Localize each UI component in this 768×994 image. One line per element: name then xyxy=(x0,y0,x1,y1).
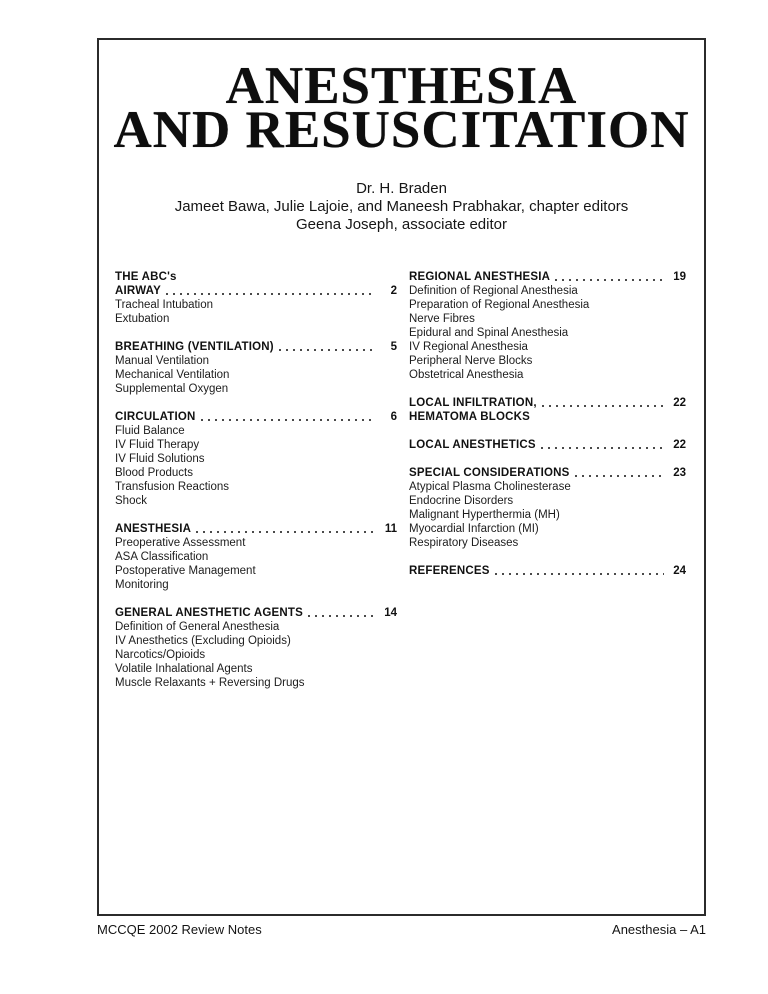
footer xyxy=(97,922,706,937)
toc-heading: SPECIAL CONSIDERATIONS xyxy=(409,467,570,479)
toc-subitem: Blood Products xyxy=(115,467,193,479)
toc-subitem: IV Anesthetics (Excluding Opioids) xyxy=(115,635,291,647)
toc-subitem: Shock xyxy=(115,495,147,507)
title-line-2: AND RESUSCITATION xyxy=(113,101,690,159)
toc-page-number: 6 xyxy=(390,411,397,423)
toc-subitem: IV Fluid Solutions xyxy=(115,453,205,465)
title-line-1: ANESTHESIA xyxy=(225,57,578,115)
toc-subitem: Definition of General Anesthesia xyxy=(115,621,280,633)
toc-heading: CIRCULATION xyxy=(115,411,196,423)
toc-subitem: Tracheal Intubation xyxy=(115,299,214,311)
toc-subitem: Respiratory Diseases xyxy=(409,537,519,549)
toc-group xyxy=(115,340,397,396)
footer-left-text: MCCQE 2002 Review Notes xyxy=(97,922,262,937)
toc-entry xyxy=(115,270,397,284)
toc-subitem: Preoperative Assessment xyxy=(115,537,246,549)
toc-heading: REGIONAL ANESTHESIA xyxy=(409,271,551,283)
toc-heading: BREATHING (VENTILATION) xyxy=(115,341,274,353)
toc-subitem: Volatile Inhalational Agents xyxy=(115,663,253,675)
toc-entry xyxy=(409,270,686,284)
toc-subitem: Narcotics/Opioids xyxy=(115,649,206,661)
toc-heading: LOCAL ANESTHETICS xyxy=(409,439,536,451)
toc-group xyxy=(115,606,397,690)
toc-subitem: Supplemental Oxygen xyxy=(115,383,229,395)
toc-subitem: Fluid Balance xyxy=(115,425,185,437)
toc-subitem: IV Fluid Therapy xyxy=(115,439,200,451)
toc-subitem: Peripheral Nerve Blocks xyxy=(409,355,533,367)
toc-page-number: 5 xyxy=(390,341,397,353)
toc-entry xyxy=(115,606,397,620)
toc-group xyxy=(409,564,686,578)
toc-subitem: Epidural and Spinal Anesthesia xyxy=(409,327,569,339)
toc-group xyxy=(115,284,397,326)
toc-subitem: Muscle Relaxants + Reversing Drugs xyxy=(115,677,305,689)
toc-group xyxy=(115,270,397,284)
toc-page-number: 11 xyxy=(384,523,397,535)
toc-page-number: 14 xyxy=(384,607,397,619)
toc-heading: GENERAL ANESTHETIC AGENTS xyxy=(115,607,303,619)
toc-heading: AIRWAY xyxy=(115,285,161,297)
toc-page-number: 22 xyxy=(673,397,686,409)
byline xyxy=(99,180,704,234)
toc-entry xyxy=(115,340,397,354)
toc-subitem: Transfusion Reactions xyxy=(115,481,229,493)
toc-subitem: Mechanical Ventilation xyxy=(115,369,230,381)
toc-heading: HEMATOMA BLOCKS xyxy=(409,411,530,423)
table-of-contents xyxy=(99,270,704,704)
toc-entry xyxy=(115,522,397,536)
toc-subitem: Postoperative Management xyxy=(115,565,256,577)
toc-group xyxy=(409,466,686,550)
toc-subitem: Myocardial Infarction (MI) xyxy=(409,523,539,535)
toc-entry xyxy=(409,410,686,424)
toc-subitem: Obstetrical Anesthesia xyxy=(409,369,524,381)
toc-entry xyxy=(409,466,686,480)
toc-column-left xyxy=(115,270,397,704)
toc-group xyxy=(409,270,686,382)
footer-right-text: Anesthesia – A1 xyxy=(612,922,706,937)
byline-author: Dr. H. Braden xyxy=(356,180,447,197)
content-border-box xyxy=(97,38,706,916)
toc-heading: THE ABC's xyxy=(115,271,177,283)
toc-page-number: 24 xyxy=(673,565,686,577)
toc-heading: REFERENCES xyxy=(409,565,490,577)
byline-chapter-editors: Jameet Bawa, Julie Lajoie, and Maneesh Prabhakar, chapter editors xyxy=(174,198,629,215)
toc-subitem: Definition of Regional Anesthesia xyxy=(409,285,578,297)
toc-subitem: Extubation xyxy=(115,313,170,325)
toc-group xyxy=(409,438,686,452)
byline-associate-editor: Geena Joseph, associate editor xyxy=(296,216,507,233)
toc-entry xyxy=(409,396,686,410)
toc-entry xyxy=(409,564,686,578)
toc-column-right xyxy=(409,270,686,704)
toc-page-number: 23 xyxy=(673,467,686,479)
toc-entry xyxy=(115,410,397,424)
toc-group xyxy=(409,396,686,424)
toc-group xyxy=(115,522,397,592)
toc-page-number: 2 xyxy=(390,285,397,297)
toc-subitem: Endocrine Disorders xyxy=(409,495,514,507)
toc-subitem: IV Regional Anesthesia xyxy=(409,341,528,353)
toc-entry xyxy=(409,438,686,452)
toc-group xyxy=(115,410,397,508)
toc-subitem: Nerve Fibres xyxy=(409,313,475,325)
toc-subitem: Manual Ventilation xyxy=(115,355,209,367)
toc-page-number: 19 xyxy=(673,271,686,283)
chapter-title xyxy=(99,57,704,159)
toc-entry xyxy=(115,284,397,298)
toc-subitem: ASA Classification xyxy=(115,551,209,563)
toc-page-number: 22 xyxy=(673,439,686,451)
toc-subitem: Malignant Hyperthermia (MH) xyxy=(409,509,560,521)
toc-subitem: Preparation of Regional Anesthesia xyxy=(409,299,590,311)
toc-subitem: Monitoring xyxy=(115,579,169,591)
toc-heading: ANESTHESIA xyxy=(115,523,192,535)
toc-subitem: Atypical Plasma Cholinesterase xyxy=(409,481,571,493)
toc-heading: LOCAL INFILTRATION, xyxy=(409,397,537,409)
